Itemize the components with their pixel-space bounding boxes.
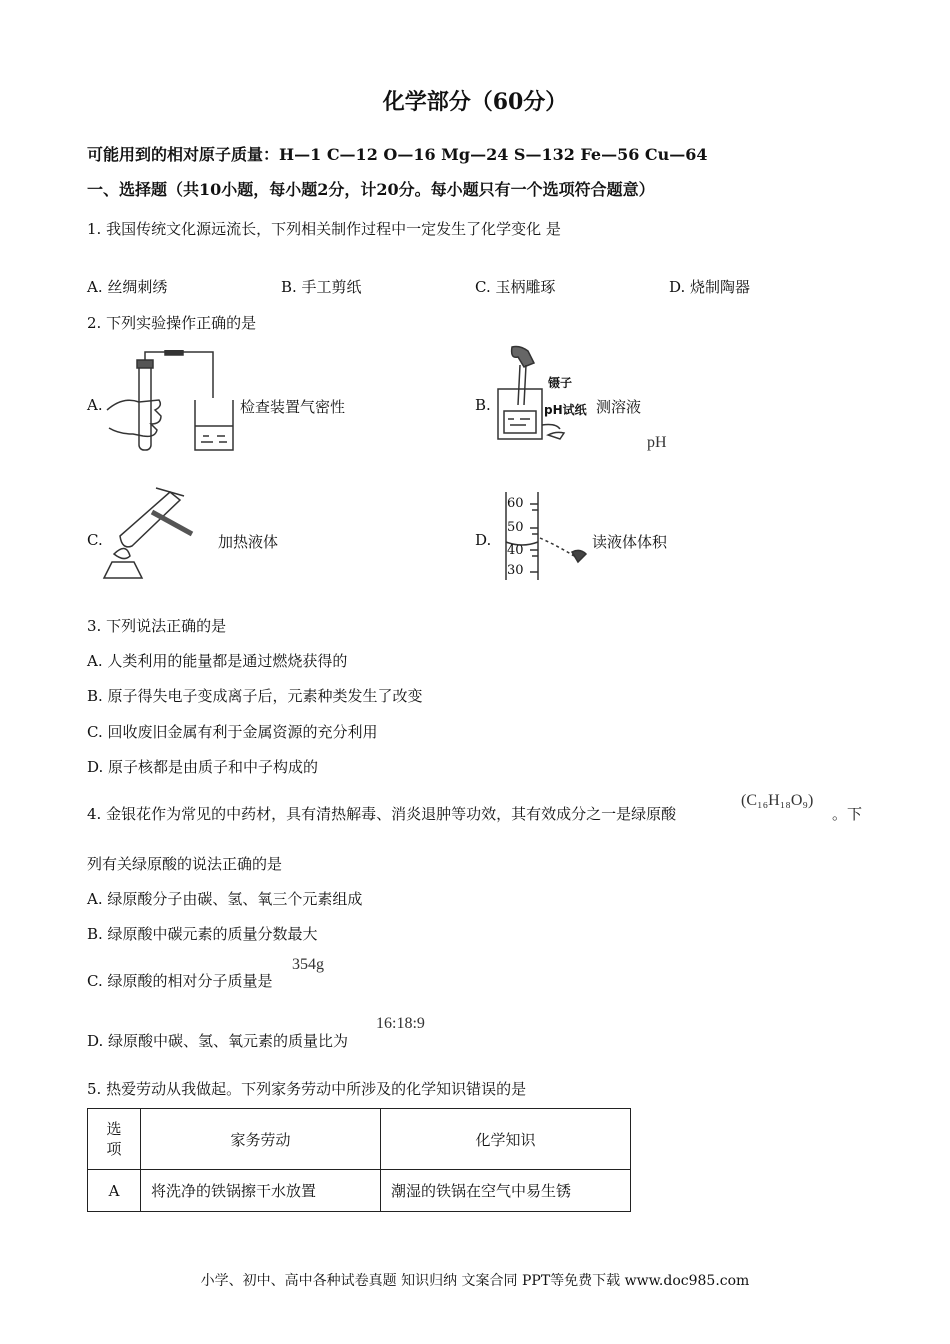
q2-option-a-letter: A. <box>87 396 103 414</box>
q2-option-d-letter: D. <box>475 531 492 549</box>
q2-stem: 2. 下列实验操作正确的是 <box>87 314 257 332</box>
q1-option-a: A. 丝绸刺绣 <box>87 278 168 296</box>
ph-test-apparatus-image <box>490 345 590 455</box>
q1-option-b: B. 手工剪纸 <box>281 278 362 296</box>
atomic-mass-line: 可能用到的相对原子质量：H—1 C—12 O—16 Mg—24 S—132 Fe—56 Cu—64 <box>87 145 708 164</box>
table-cell: 潮湿的铁锅在空气中易生锈 <box>381 1170 631 1212</box>
q3-option-c: C. 回收废旧金属有利于金属资源的充分利用 <box>87 723 378 741</box>
table-cell: 将洗净的铁锅擦干水放置 <box>141 1170 381 1212</box>
q4-stem-line2: 列有关绿原酸的说法正确的是 <box>87 855 283 873</box>
scale-mark-50: 50 <box>507 520 524 535</box>
table-cell: A <box>88 1170 141 1212</box>
q4-option-c-value: 354g <box>292 956 324 973</box>
q2-option-b-ph: pH <box>647 434 667 451</box>
q4-option-b: B. 绿原酸中碳元素的质量分数最大 <box>87 925 318 943</box>
chlorogenic-acid-formula: (C₁₆H₁₈O₉) <box>741 792 814 809</box>
q4-option-d: D. 绿原酸中碳、氢、氧元素的质量比为 <box>87 1032 349 1050</box>
table-header-cell: 选 项 <box>88 1109 141 1170</box>
ph-paper-label: pH试纸 <box>544 403 587 417</box>
section-heading: 一、选择题（共10小题，每小题2分，计20分。每小题只有一个选项符合题意） <box>87 180 655 199</box>
table-header-row <box>88 1109 631 1170</box>
q2-option-b-letter: B. <box>475 396 491 414</box>
scale-mark-40: 40 <box>507 543 524 558</box>
q3-option-b: B. 原子得失电子变成离子后，元素种类发生了改变 <box>87 687 423 705</box>
scale-mark-30: 30 <box>507 563 524 578</box>
q4-option-a: A. 绿原酸分子由碳、氢、氧三个元素组成 <box>87 890 363 908</box>
tweezers-label: 镊子 <box>548 376 573 390</box>
q2-option-d-caption: 读液体体积 <box>592 533 668 551</box>
q2-option-c-letter: C. <box>87 531 103 549</box>
table-row <box>88 1170 631 1212</box>
q2-option-b-caption: 测溶液 <box>596 398 642 416</box>
q5-stem: 5. 热爱劳动从我做起。下列家务劳动中所涉及的化学知识错误的是 <box>87 1080 527 1098</box>
scale-mark-60: 60 <box>507 496 524 511</box>
table-header-cell: 家务劳动 <box>141 1109 381 1170</box>
q4-option-d-value: 16:18:9 <box>376 1015 425 1032</box>
airtightness-apparatus-image <box>103 350 243 455</box>
q3-stem: 3. 下列说法正确的是 <box>87 617 227 635</box>
q3-option-a: A. 人类利用的能量都是通过燃烧获得的 <box>87 652 348 670</box>
q1-option-c: C. 玉柄雕琢 <box>475 278 556 296</box>
q1-option-d: D. 烧制陶器 <box>669 278 751 296</box>
q2-option-c-caption: 加热液体 <box>218 533 279 551</box>
q5-table <box>87 1108 631 1212</box>
page-title: 化学部分（60分） <box>382 89 568 115</box>
q4-stem-line1: 4. 金银花作为常见的中药材，具有清热解毒、消炎退肿等功效，其有效成分之一是绿原酸 <box>87 805 677 823</box>
page-footer: 小学、初中、高中各种试卷真题 知识归纳 文案合同 PPT等免费下载 www.doc985.com <box>200 1273 750 1289</box>
q1-stem: 1. 我国传统文化源远流长，下列相关制作过程中一定发生了化学变化 是 <box>87 220 561 238</box>
q2-option-a-caption: 检查装置气密性 <box>240 398 346 416</box>
table-header-cell: 化学知识 <box>381 1109 631 1170</box>
q3-option-d: D. 原子核都是由质子和中子构成的 <box>87 758 319 776</box>
q4-option-c: C. 绿原酸的相对分子质量是 <box>87 972 273 990</box>
q4-stem-tail: 。下 <box>832 805 863 823</box>
heating-liquid-image <box>100 484 215 580</box>
